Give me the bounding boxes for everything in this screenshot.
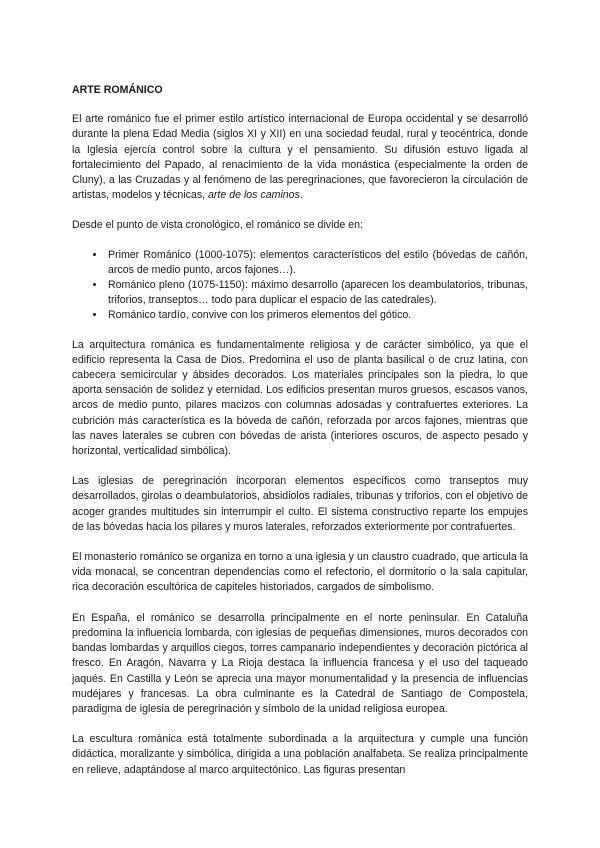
monastery-paragraph: El monasterio románico se organiza en torno a una iglesia y un claustro cuadrado, que articula la vida monacal, se concentran dependencias como el refectorio, el dormitorio o la sala capitular, rica decoración escultórica de capiteles historiados, cargados de simbolismo. [72, 551, 528, 594]
sculpture-paragraph: La escultura románica está totalmente subordinada a la arquitectura y cumple una función didáctica, moralizante y simbólica, dirigida a una población analfabeta. Se realiza principalmente en relieve, adaptándose al marco arquitectónico. Las figuras presentan [72, 733, 528, 776]
chronology-intro: Desde el punto de vista cronológico, el románico se divide en: [72, 219, 363, 232]
intro-emphasis: arte de los caminos [208, 189, 300, 202]
list-item: • Románico tardío, convive con los primeros elementos del gótico. [106, 308, 528, 323]
intro-paragraph [72, 112, 528, 203]
architecture-paragraph: La arquitectura románica es fundamentalmente religiosa y de carácter simbólico, ya que el edificio representa la Casa de Dios. Predomina el uso de planta basilical o de cruz latina, con cabecera semicircular y ábsides decorados. Los materiales principales son la piedra, lo que aporta sensación de solidez y eternidad. Los edificios presentan muros gruesos, escasos vanos, arcos de medio punto, pilares macizos con columnas adosadas y contrafuertes exteriores. La cubrición más característica es la bóveda de cañón, reforzada por arcos fajones, mientras que las naves laterales se cubren con bóvedas de arista (interiores oscuros, de aspecto pesado y horizontal, verticalidad simbólica). [72, 338, 528, 458]
document-content [72, 83, 528, 793]
spain-paragraph: En España, el románico se desarrolla principalmente en el norte peninsular. En Cataluña predomina la influencia lombarda, con iglesias de pequeñas dimensiones, muros decorados con bandas lombardas y arquillos ciegos, torres campanario independientes y decoración pictórica al fresco. En Aragón, Navarra y La Rioja destaca la influencia francesa y el uso del taqueado jaqués. En Castilla y León se aprecia una mayor monumentalidad y la presencia de influencias mudéjares y francesas. La obra culminante es la Catedral de Santiago de Compostela, paradigma de iglesia de peregrinación y símbolo de la unidad religiosa europea. [72, 611, 528, 715]
list-item: • Primer Románico (1000-1075): elementos característicos del estilo (bóvedas de cañón, arcos de medio punto, arcos fajones…). [106, 248, 528, 278]
periods-list [72, 248, 528, 324]
intro-end: . [299, 189, 303, 202]
pilgrimage-paragraph: Las iglesias de peregrinación incorporan elementos específicos como transeptos muy desarrollados, girolas o deambulatorios, absidiolos radiales, tribunas y triforios, con el objetivo de acoger grandes multitudes sin interrumpir el culto. El sistema constructivo reparte los empujes de las bóvedas hacia los pilares y muros laterales, reforzados exteriormente por contrafuertes. [72, 475, 528, 533]
intro-text: El arte románico fue el primer estilo artístico internacional de Europa occidental y se desarrolló durante la plena Edad Media (siglos XI y XII) en una sociedad feudal, rural y teocéntrica, donde la Iglesia ejercía control sobre la cultura y el pensamiento. Su difusión estuvo ligada al fortalecimiento del Papado, al renacimiento de la vida monástica (especialmente la orden de Cluny), a las Cruzadas y al fenómeno de las peregrinaciones, que favorecieron la circulación de artistas, modelos y técnicas, [72, 113, 528, 202]
list-item: • Románico pleno (1075-1150): máximo desarrollo (aparecen los deambulatorios, tribunas, triforios, transeptos… todo para duplicar el espacio de las catedrales). [106, 278, 528, 308]
document-title: ARTE ROMÁNICO [72, 84, 163, 96]
